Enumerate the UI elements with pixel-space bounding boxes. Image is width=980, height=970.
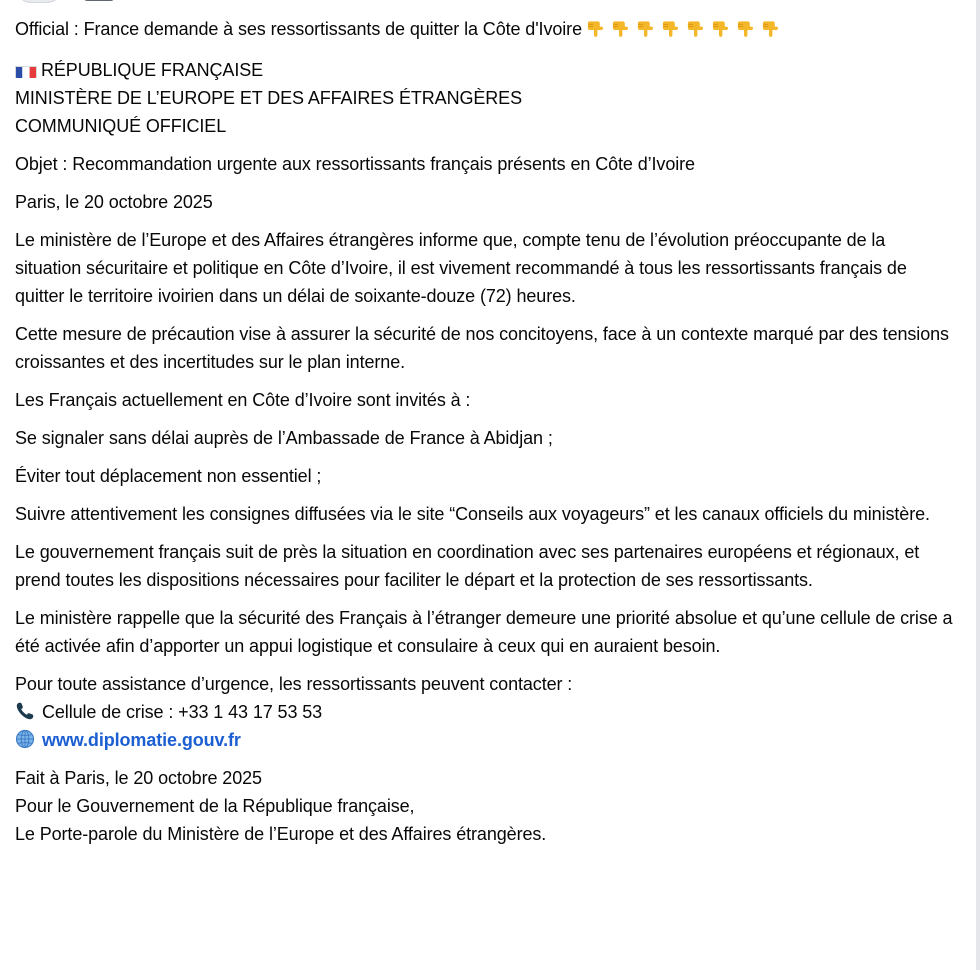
closing-place-date: Fait à Paris, le 20 octobre 2025 [15, 768, 262, 788]
communique-header [15, 56, 955, 140]
post-intro-text: Official : France demande à ses ressortissants de quitter la Côte d'Ivoire [15, 19, 582, 39]
contact-website-line[interactable] [15, 726, 955, 754]
backhand-index-pointing-down-icon [586, 18, 605, 37]
diplomatie-website-link[interactable]: www.diplomatie.gouv.fr [42, 730, 241, 750]
contact-phone-line [15, 698, 955, 726]
france-flag-icon [15, 62, 37, 78]
backhand-index-pointing-down-icon [736, 18, 755, 37]
paragraph-precaution: Cette mesure de précaution vise à assurer la sécurité de nos concitoyens, face à un contexte marqué par des tensions croissantes et des incertitudes sur le plan interne. [15, 324, 949, 372]
instruction-embassy: Se signaler sans délai auprès de l’Ambassade de France à Abidjan ; [15, 428, 553, 448]
republic-line [15, 56, 955, 84]
instruction-guidance: Suivre attentivement les consignes diffusées via le site “Conseils aux voyageurs” et les canaux officiels du ministère. [15, 504, 930, 524]
closing-on-behalf: Pour le Gouvernement de la République française, [15, 796, 415, 816]
backhand-index-pointing-down-icon [761, 18, 780, 37]
backhand-index-pointing-down-icon [711, 18, 730, 37]
invitation-line: Les Français actuellement en Côte d’Ivoire sont invités à : [15, 390, 471, 410]
instruction-travel: Éviter tout déplacement non essentiel ; [15, 466, 322, 486]
contact-phone-text: Cellule de crise : +33 1 43 17 53 53 [42, 702, 323, 722]
closing-block [15, 764, 955, 848]
author-avatar[interactable] [16, 0, 62, 3]
communique-title: COMMUNIQUÉ OFFICIEL [15, 116, 227, 136]
closing-signatory: Le Porte-parole du Ministère de l’Europe et des Affaires étrangères. [15, 824, 547, 844]
pointing-down-emoji-row [586, 18, 786, 46]
post-intro-line [15, 15, 955, 46]
telephone-receiver-icon [15, 701, 35, 721]
republic-title: RÉPUBLIQUE FRANÇAISE [41, 60, 264, 80]
paragraph-evolution: Le ministère de l’Europe et des Affaires étrangères informe que, compte tenu de l’évolution préoccupante de la situation sécuritaire et politique en Côte d’Ivoire, il est vivement recommandé à tous les ressortissants français de quitter le territoire ivoirien dans un délai de soixante-douze (72) heures. [15, 230, 907, 306]
page-scrollbar[interactable] [976, 0, 980, 970]
backhand-index-pointing-down-icon [636, 18, 655, 37]
paragraph-coordination: Le gouvernement français suit de près la situation en coordination avec ses partenaires européens et régionaux, et prend toutes les dispositions nécessaires pour faciliter le départ et la protection de ses ressortissants. [15, 542, 920, 590]
globe-with-meridians-icon [15, 729, 35, 749]
date-line: Paris, le 20 octobre 2025 [15, 192, 213, 212]
post-author-header [14, 0, 114, 2]
post-body [15, 15, 955, 858]
backhand-index-pointing-down-icon [611, 18, 630, 37]
paragraph-crisis-cell: Le ministère rappelle que la sécurité des Français à l’étranger demeure une priorité absolue et qu’une cellule de crise a été activée afin d’apporter un appui logistique et consulaire à ceux qui en auraient besoin. [15, 608, 953, 656]
backhand-index-pointing-down-icon [686, 18, 705, 37]
ministry-title: MINISTÈRE DE L’EUROPE ET DES AFFAIRES ÉTRANGÈRES [15, 88, 522, 108]
contact-intro: Pour toute assistance d’urgence, les ressortissants peuvent contacter : [15, 674, 573, 694]
subject-line: Objet : Recommandation urgente aux ressortissants français présents en Côte d’Ivoire [15, 154, 695, 174]
author-name[interactable] [84, 0, 114, 1]
backhand-index-pointing-down-icon [661, 18, 680, 37]
contact-block [15, 670, 955, 754]
